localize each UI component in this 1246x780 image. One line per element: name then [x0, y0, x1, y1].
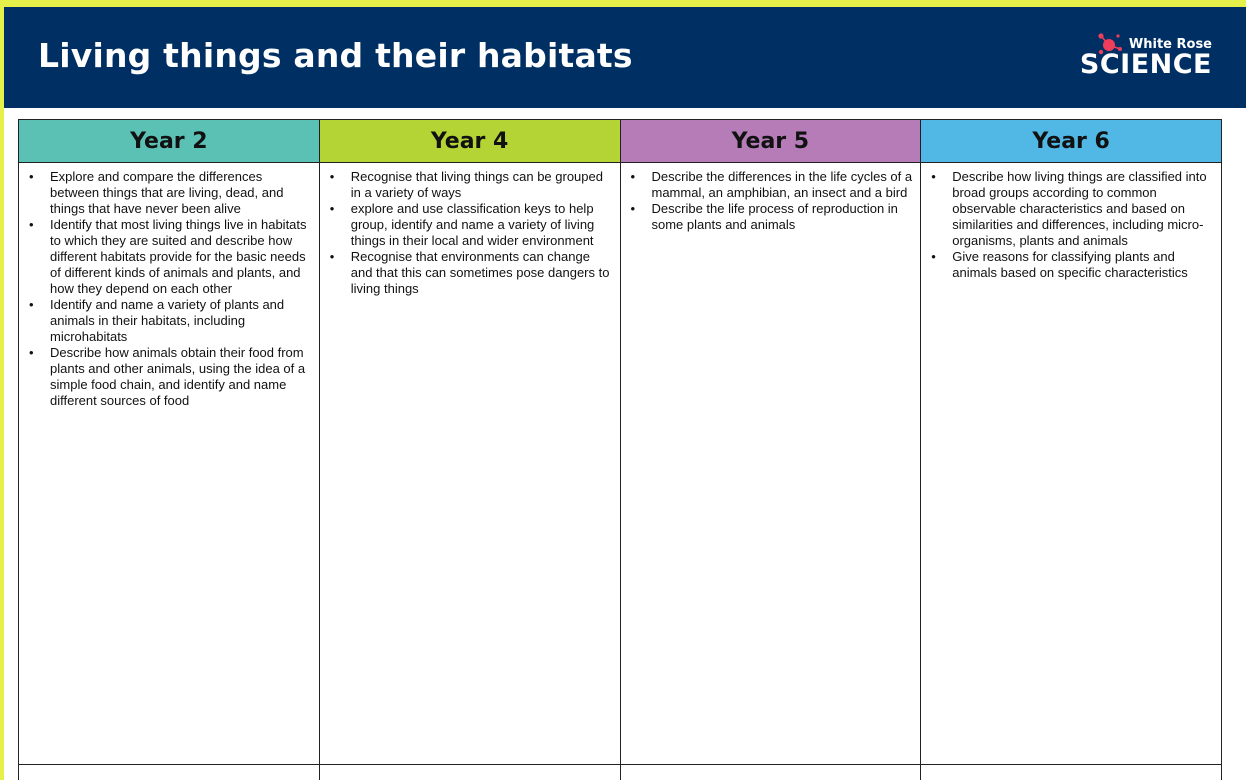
list-item	[326, 169, 614, 201]
curriculum-table	[18, 119, 1222, 780]
list-item	[927, 249, 1215, 281]
list-item-text: Identify and name a variety of plants and animals in their habitats, including microhabitats	[50, 297, 285, 344]
column-heading: Year 5	[621, 120, 921, 163]
column-body	[320, 163, 620, 765]
column-body	[921, 163, 1221, 765]
logo-science-text: SCIENCE	[1079, 49, 1212, 80]
objective-list	[927, 169, 1215, 281]
bullet-icon: •	[329, 201, 335, 216]
column-heading: Year 6	[921, 120, 1221, 163]
list-item	[25, 169, 313, 217]
bullet-icon: •	[931, 169, 936, 184]
list-item	[627, 169, 915, 201]
column-year-6	[921, 120, 1222, 780]
list-item-text: Recognise that environments can change and that this can sometimes pose dangers to living things	[350, 249, 610, 296]
list-item	[25, 297, 313, 345]
page-title: Living things and their habitats	[38, 36, 633, 75]
list-item-text: Describe the life process of reproduction in some plants and animals	[651, 201, 898, 232]
column-year-5	[621, 120, 922, 780]
list-item	[927, 169, 1215, 249]
list-item-text: Describe the differences in the life cycles of a mammal, an amphibian, an insect and a bird	[651, 169, 913, 200]
objective-list	[627, 169, 915, 233]
list-item-text: Describe how living things are classified into broad groups according to common observable characteristics and based on similarities and differences, including micro-organisms, plants and animals	[952, 169, 1207, 248]
list-item	[326, 201, 614, 249]
bullet-icon: •	[931, 249, 936, 264]
list-item	[627, 201, 915, 233]
list-item-text: Identify that most living things live in habitats to which they are suited and describe how different habitats provide for the basic needs of different kinds of animals and plants, and how they depend on each other	[50, 217, 307, 296]
white-rose-science-logo	[1077, 32, 1212, 82]
header-banner	[4, 7, 1246, 108]
bullet-icon: •	[630, 201, 636, 216]
bullet-icon: •	[329, 249, 335, 264]
list-item-text: Recognise that living things can be grouped in a variety of ways	[350, 169, 603, 200]
bullet-icon: •	[29, 217, 34, 232]
column-body	[621, 163, 921, 765]
list-item	[326, 249, 614, 297]
objective-list	[326, 169, 614, 297]
table-row-divider	[18, 764, 1222, 765]
objective-list	[25, 169, 313, 409]
column-heading: Year 4	[320, 120, 620, 163]
logo-white-rose-text: White Rose	[1128, 37, 1212, 52]
column-body	[19, 163, 319, 765]
list-item	[25, 345, 313, 409]
list-item-text: Explore and compare the differences between things that are living, dead, and things that have never been alive	[50, 169, 284, 216]
list-item-text: explore and use classification keys to help group, identify and name a variety of living things in their local and wider environment	[350, 201, 595, 248]
bullet-icon: •	[29, 297, 34, 312]
column-year-4	[320, 120, 621, 780]
list-item-text: Describe how animals obtain their food from plants and other animals, using the idea of a simple food chain, and identify and name different sources of food	[50, 345, 306, 408]
column-heading: Year 2	[19, 120, 319, 163]
bullet-icon: •	[29, 345, 34, 360]
list-item	[25, 217, 313, 297]
column-year-2	[19, 120, 320, 780]
list-item-text: Give reasons for classifying plants and animals based on specific characteristics	[952, 249, 1188, 280]
bullet-icon: •	[630, 169, 636, 184]
bullet-icon: •	[29, 169, 34, 184]
bullet-icon: •	[329, 169, 335, 184]
